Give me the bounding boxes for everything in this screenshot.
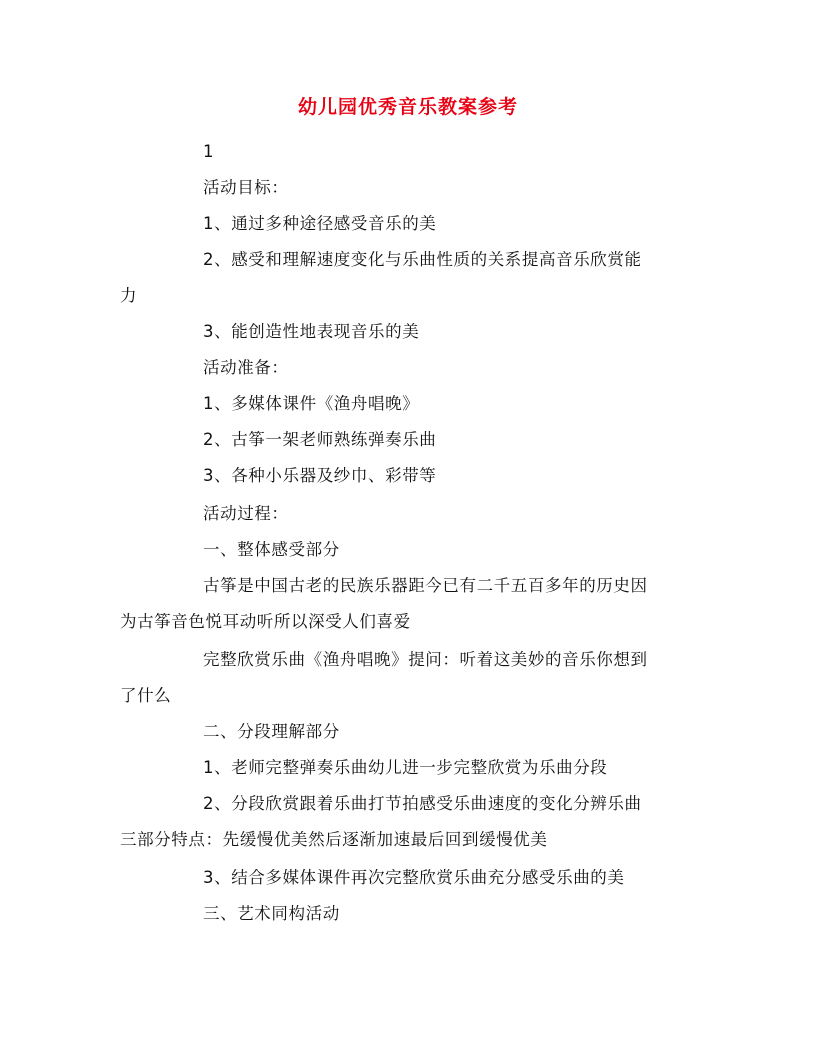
section-2-item-1: 1、老师完整弹奏乐曲幼儿进一步完整欣赏为乐曲分段 — [203, 758, 608, 777]
preparation-item-3: 3、各种小乐器及纱巾、彩带等 — [203, 466, 437, 485]
paragraph-guzheng-intro-continued: 为古筝音色悦耳动听所以深受人们喜爱 — [120, 612, 411, 631]
goal-item-2: 2、感受和理解速度变化与乐曲性质的关系提高音乐欣赏能 — [203, 250, 642, 269]
paragraph-full-listening: 完整欣赏乐曲《渔舟唱晚》提问：听着这美妙的音乐你想到 — [203, 650, 648, 669]
paragraph-full-listening-continued: 了什么 — [120, 686, 172, 705]
process-section-2-heading: 二、分段理解部分 — [203, 722, 340, 741]
document-title: 幼儿园优秀音乐教案参考 — [297, 96, 518, 118]
section-2-item-2-continued: 三部分特点：先缓慢优美然后逐渐加速最后回到缓慢优美 — [120, 830, 548, 849]
preparation-item-2: 2、古筝一架老师熟练弹奏乐曲 — [203, 430, 437, 449]
preparation-item-1: 1、多媒体课件《渔舟唱晚》 — [203, 394, 420, 413]
heading-activity-process: 活动过程： — [203, 504, 289, 523]
paragraph-guzheng-intro: 古筝是中国古老的民族乐器距今已有二千五百多年的历史因 — [203, 576, 648, 595]
section-number: 1 — [203, 142, 215, 161]
heading-activity-goals: 活动目标： — [203, 178, 289, 197]
goal-item-1: 1、通过多种途径感受音乐的美 — [203, 214, 437, 233]
section-2-item-3: 3、结合多媒体课件再次完整欣赏乐曲充分感受乐曲的美 — [203, 868, 625, 887]
process-section-3-heading: 三、艺术同构活动 — [203, 904, 340, 923]
goal-item-2-continued: 力 — [120, 286, 138, 305]
heading-activity-preparation: 活动准备： — [203, 358, 289, 377]
goal-item-3: 3、能创造性地表现音乐的美 — [203, 322, 420, 341]
process-section-1-heading: 一、整体感受部分 — [203, 540, 340, 559]
section-2-item-2: 2、分段欣赏跟着乐曲打节拍感受乐曲速度的变化分辨乐曲 — [203, 794, 642, 813]
